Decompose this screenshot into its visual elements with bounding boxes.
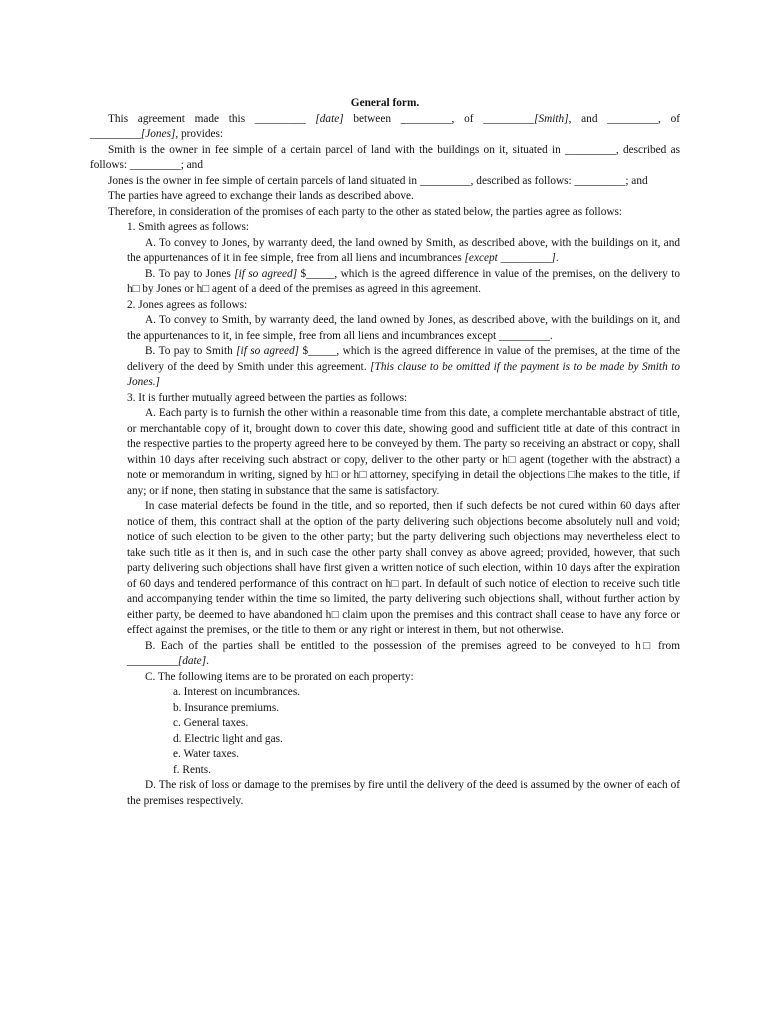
- section-3b: B. Each of the parties shall be entitled to the possession of the premises agreed to be conveyed to h□ from _________[date].: [127, 639, 680, 667]
- section-3-heading: 3. It is further mutually agreed between the parties as follows:: [127, 391, 408, 404]
- list-item: b. Insurance premiums.: [173, 701, 280, 714]
- section-1b: B. To pay to Jones [if so agreed] $_____, which is the agreed difference in value of the premises, on the delivery to h□ by Jones or h□ agent of a deed of the premises as agreed in this agreement.: [127, 267, 681, 295]
- exchange-paragraph: The parties have agreed to exchange their lands as described above.: [108, 190, 414, 202]
- section-3d: D. The risk of loss or damage to the premises by fire until the delivery of the deed is assumed by the owner of each of the premises respectively.: [127, 779, 680, 807]
- jones-ownership-paragraph: Jones is the owner in fee simple of certain parcels of land situated in _________, described as follows: _________; and: [108, 174, 648, 187]
- list-item: a. Interest on incumbrances.: [173, 686, 301, 698]
- consideration-paragraph: Therefore, in consideration of the promises of each party to the other as stated below, the parties agree as follows:: [108, 205, 623, 218]
- section-1a: A. To convey to Jones, by warranty deed, the land owned by Smith, as described above, with the buildings on it, and the appurtenances of it in fee simple, free from all liens and incumbrances [except _________].: [127, 236, 680, 264]
- section-3a: A. Each party is to furnish the other within a reasonable time from this date, a complete merchantable abstract of title, or merchantable copy of it, brought down to cover this date, showing good and sufficient title at date of this contract in the respective parties to the property agreed here to be conveyed by them. The party so receiving an abstract or copy, shall within 10 days after receiving such abstract or copy, deliver to the other party or h□ agent (together with the abstract) a note or memorandum in writing, signed by h□ or h□ attorney, specifying in detail the objections □he makes to the title, if any; or if none, then stating in substance that the same is satisfactory.: [127, 407, 680, 497]
- list-item: e. Water taxes.: [173, 748, 240, 760]
- smith-ownership-paragraph: Smith is the owner in fee simple of a certain parcel of land with the buildings on it, situated in _________, described as follows: _________; and: [90, 143, 680, 171]
- section-3c: C. The following items are to be prorated on each property:: [145, 670, 414, 683]
- section-2a: A. To convey to Smith, by warranty deed, the land owned by Jones, as described above, with the buildings on it, and the appurtenances to it, in fee simple, free from all liens and incumbrances except _________.: [127, 314, 680, 342]
- section-1-heading: 1. Smith agrees as follows:: [127, 221, 250, 233]
- list-item: f. Rents.: [173, 763, 211, 776]
- list-item: d. Electric light and gas.: [173, 732, 283, 745]
- section-2-heading: 2. Jones agrees as follows:: [127, 298, 248, 311]
- document-title: General form.: [350, 97, 420, 109]
- section-2b: B. To pay to Smith [if so agreed] $_____, which is the agreed difference in value of the premises, at the time of the delivery of the deed by Smith under this agreement. [This clause to be omitted if the payment is to be made by Smith to Jones.]: [127, 345, 680, 388]
- document-page: [90, 96, 680, 809]
- list-item: c. General taxes.: [173, 717, 249, 729]
- section-3a-defects: In case material defects be found in the title, and so reported, then if such defects be not cured within 60 days after notice of them, this contract shall at the option of the party delivering such objections become absolutely null and void; notice of such election to be given to the other party; but the party delivering such objections may nevertheless elect to take such title as it then is, and in such case the other party shall convey as above agreed; provided, however, that such party delivering such objections shall have first given a written notice of such election, within 10 days after the expiration of 60 days and tendered performance of this contract on h□ part. In default of such notice of election to receive such title and accompanying tender within the time so limited, the party delivering such objections shall, without further action by either party, be deemed to have abandoned h□ claim upon the premises and this contract shall cease to have any force or effect against the premises, or the title to them or any right or interest in them, but not otherwise.: [127, 500, 680, 636]
- intro-paragraph: This agreement made this _________ [date] between _________, of _________[Smith], and _________, of _________[Jones], provides:: [90, 112, 680, 140]
